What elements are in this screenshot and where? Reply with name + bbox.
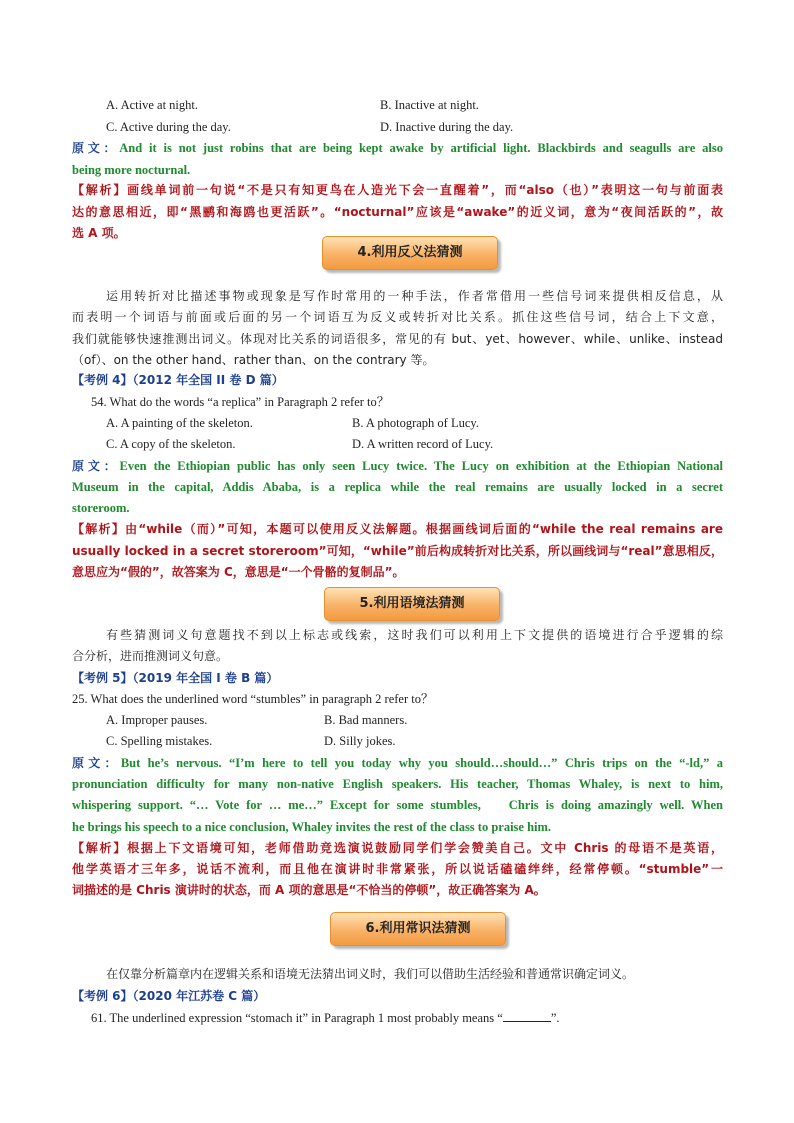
example-4-analysis-line-1: 【解析】由“while（而）”可知，本题可以使用反义法解题。根据画线词后面的“while the real remains are [72,522,723,536]
section-5-heading: 5.利用语境法猜测 [324,587,500,621]
q3-analysis-line-3: 选 A 项。 [72,226,126,240]
example-label: 【考例 6】 [72,989,133,1003]
example-4-original-line-2: Museum in the capital, Addis Ababa, is a replica while the real remains are usually locked in a secret [72,480,723,494]
example-5-original-line-2: pronunciation difficulty for many non-native English speakers. His teacher, Thomas Whaley, is next to him, [72,777,723,791]
section-4-intro-line-4: （of）、on the other hand、rather than、on the contrary 等。 [72,353,435,367]
original-label: 原文： [72,459,120,473]
section-5-intro-line-2: 合分析，进而推测词义句意。 [72,649,229,663]
section-6-heading: 6.利用常识法猜测 [330,912,506,946]
analysis-label: 【解析】 [72,522,126,536]
example-5-original-line-3: whispering support. “… Vote for … me…” Except for some stumbles, Chris is doing amazingly well. When [72,798,723,812]
example-6-question: 61. The underlined expression “stomach it” in Paragraph 1 most probably means “ ”. [91,1011,560,1025]
example-4-option-a: A. A painting of the skeleton. [106,416,253,430]
example-5-option-a: A. Improper pauses. [106,713,208,727]
example-5-header [72,670,278,686]
example-4-option-c: C. A copy of the skeleton. [106,437,236,451]
example-5-original-line-1: 原文：But he’s nervous. “I’m here to tell you today why you should…should…” Chris trips on the “-ld,” a [72,756,723,770]
analysis-label: 【解析】 [72,841,128,855]
example-4-option-b: B. A photograph of Lucy. [352,416,479,430]
section-4-intro-line-3: 我们就能够快速推测出词义。体现对比关系的词语很多，常见的有 but、yet、however、while、unlike、instead [72,332,723,346]
example-5-analysis-line-2: 他学英语才三年多，说话不流利，而且他在演讲时非常紧张，所以说话磕磕绊绊，经常停顿。“stumble”一 [72,862,723,876]
example-5-question: 25. What does the underlined word “stumbles” in paragraph 2 refer to？ [72,692,434,706]
analysis-label: 【解析】 [72,183,128,197]
example-4-original-line-1: 原文：Even the Ethiopian public has only seen Lucy twice. The Lucy on exhibition at the Ethiopian National [72,459,723,473]
example-4-question: 54. What do the words “a replica” in Paragraph 2 refer to？ [91,395,390,409]
section-5-intro-line-1: 有些猜测词义句意题找不到以上标志或线索，这时我们可以利用上下文提供的语境进行合乎逻辑的综 [106,628,723,642]
answer-blank[interactable] [503,1010,551,1022]
q3-analysis-line-1: 【解析】画线单词前一句说“不是只有知更鸟在人造光下会一直醒着”，而“also（也）”表明这一句与前面表 [72,183,723,197]
example-5-original-line-4: he brings his speech to a nice conclusion, Whaley invites the rest of the class to praise him. [72,820,552,834]
example-source: （2012 年全国 II 卷 D 篇） [132,373,284,387]
example-4-original-line-3: storeroom. [72,501,130,515]
example-4-analysis-line-3: 意思应为“假的”，故答案为 C，意思是“一个骨骼的复制品”。 [72,565,405,579]
example-5-option-c: C. Spelling mistakes. [106,734,213,748]
q3-option-a: A. Active at night. [106,98,198,112]
original-label: 原文： [72,141,120,155]
section-6-intro-line-1: 在仅靠分析篇章内在逻辑关系和语境无法猜出词义时，我们可以借助生活经验和普通常识确定词义。 [106,967,635,981]
example-source: （2020 年江苏卷 C 篇） [132,989,266,1003]
example-5-option-d: D. Silly jokes. [324,734,396,748]
example-5-analysis-line-1: 【解析】根据上下文语境可知，老师借助竞选演说鼓励同学们学会赞美自己。文中 Chris 的母语不是英语， [72,841,723,855]
q3-analysis-line-2: 达的意思相近，即“黑鹂和海鸥也更活跃”。“nocturnal”应该是“awake”的近义词，意为“夜间活跃的”，故 [72,205,723,219]
q3-original-line-1: 原文：And it is not just robins that are being kept awake by artificial light. Blackbirds and seagulls are also [72,141,723,155]
example-5-option-b: B. Bad manners. [324,713,408,727]
q3-option-d: D. Inactive during the day. [380,120,514,134]
original-label: 原文： [72,756,121,770]
example-source: （2019 年全国 I 卷 B 篇） [132,671,279,685]
example-4-option-d: D. A written record of Lucy. [352,437,494,451]
section-4-intro-line-2: 而表明一个词语与前面或后面的另一个词语互为反义或转折对比关系。抓住这些信号词，结合上下文意， [72,310,723,324]
example-4-header [72,372,284,388]
section-4-intro-line-1: 运用转折对比描述事物或现象是写作时常用的一种手法，作者常借用一些信号词来提供相反信息，从 [106,289,723,303]
example-label: 【考例 5】 [72,671,133,685]
example-5-analysis-line-3: 词描述的是 Chris 演讲时的状态，而 A 项的意思是“不恰当的停顿”，故正确答案为 A。 [72,883,546,897]
example-6-header [72,988,265,1004]
example-label: 【考例 4】 [72,373,133,387]
section-4-heading: 4.利用反义法猜测 [322,236,498,270]
q3-original-line-2: being more nocturnal. [72,163,191,177]
q3-option-c: C. Active during the day. [106,120,231,134]
q3-option-b: B. Inactive at night. [380,98,479,112]
example-4-analysis-line-2: usually locked in a secret storeroom”可知，“while”前后构成转折对比关系，所以画线词与“real”意思相反， [72,544,723,558]
